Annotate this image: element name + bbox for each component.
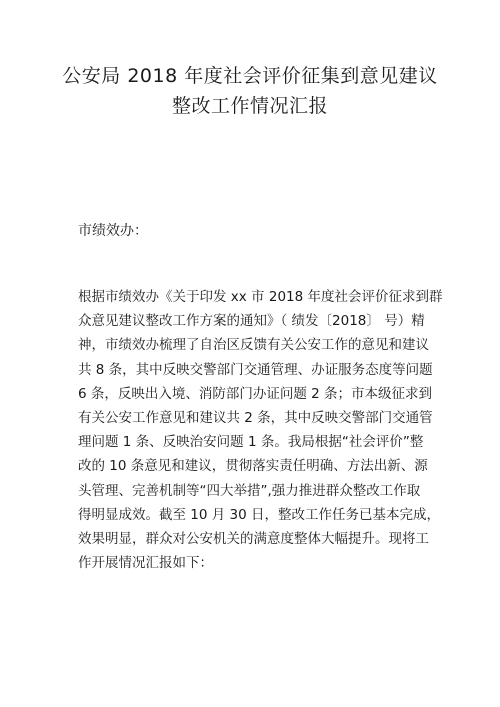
salutation: 市绩效办： [78,223,148,239]
body-line-2: 众意见建议整改工作方案的通知》（ 绩发〔2018〕 号）精 [78,313,425,330]
body-line-6: 有关公安工作意见和建议共 2 条，其中反映交警部门交通管 [78,409,433,426]
body-line-7: 理问题 1 条、反映治安问题 1 条。我局根据“社会评价”整 [78,434,424,451]
body-line-10: 得明显成效。截至 10 月 30 日，整改工作任务已基本完成， [78,506,441,523]
document-title-line-1: 公安局 2018 年度社会评价征集到意见建议 [62,65,438,87]
body-line-8: 改的 10 条意见和建议，贯彻落实责任明确、方法出新、源 [78,458,428,475]
body-line-9: 头管理、完善机制等“四大举措”,强力推进群众整改工作取 [78,482,421,499]
body-line-3: 神，市绩效办梳理了自治区反馈有关公安工作的意见和建议 [78,337,429,354]
body-line-4: 共 8 条，其中反映交警部门交通管理、办证服务态度等问题 [78,361,433,378]
body-line-1: 根据市绩效办《关于印发 xx 市 2018 年度社会评价征求到群 [78,289,443,305]
body-line-12: 作开展情况汇报如下： [78,555,213,572]
document-title-line-2: 整改工作情况汇报 [171,95,328,117]
body-paragraph [78,285,443,575]
body-line-5: 6 条，反映出入境、消防部门办证问题 2 条；市本级征求到 [78,385,433,402]
body-line-11: 效果明显，群众对公安机关的满意度整体大幅提升。现将工 [78,530,429,547]
